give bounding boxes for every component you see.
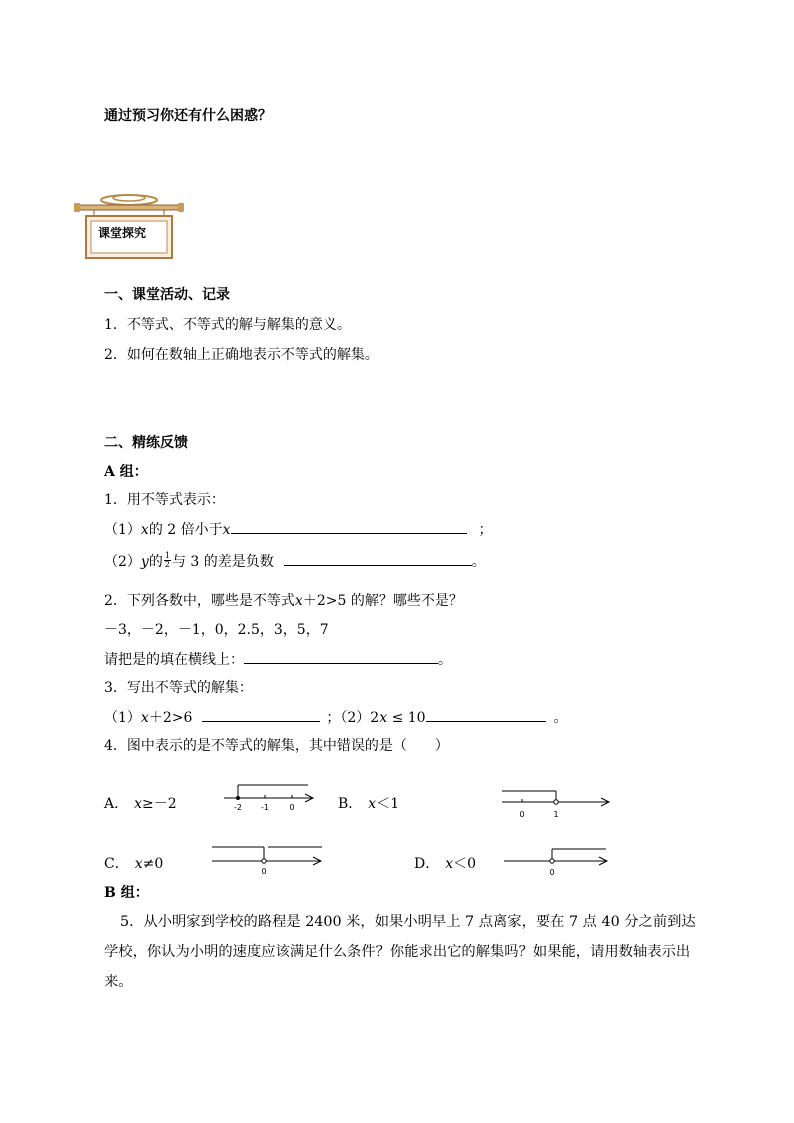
q1-p2-fraction xyxy=(164,552,171,569)
hollow-dot xyxy=(550,859,554,863)
q4-option-a[interactable] xyxy=(104,793,177,813)
option-a-rel: ≥－2 xyxy=(142,796,177,812)
q1-p1-prefix: （1） xyxy=(104,522,141,538)
q1-p1-end: ； xyxy=(478,522,493,538)
q1-p1-text: 的 2 倍小于 xyxy=(148,522,223,538)
q3-p1-text: ＋2>6 xyxy=(148,710,193,726)
q5-line-3: 来。 xyxy=(104,974,133,990)
q2-fill-label: 请把是的填在横线上： xyxy=(104,652,244,668)
q1-p2-end: 。 xyxy=(471,554,486,570)
option-b-rel: ＜1 xyxy=(376,796,400,812)
tick-label: 0 xyxy=(261,867,267,876)
option-b-letter: B． xyxy=(338,796,363,812)
hollow-dot xyxy=(554,800,558,804)
option-a-letter: A． xyxy=(104,796,129,812)
section1-title: 一、课堂活动、记录 xyxy=(104,287,230,303)
option-a-number-line xyxy=(222,778,318,814)
q3-p2-text: ≤ 10 xyxy=(387,710,426,726)
section1-item-2: 2．如何在数轴上正确地表示不等式的解集。 xyxy=(104,347,379,363)
option-d-var: x xyxy=(445,856,454,872)
q3-p1-prefix: （1） xyxy=(104,710,141,726)
q1-p2-text-b: 与 3 的差是负数 xyxy=(171,554,274,570)
group-b-label: B 组： xyxy=(104,885,149,901)
q1-p2-text-a: 的 xyxy=(148,554,163,570)
tick-label: 0 xyxy=(519,810,525,819)
q3-p1-var: x xyxy=(140,710,149,726)
fraction-denominator: 2 xyxy=(164,559,170,569)
q3-p2-answer-blank[interactable] xyxy=(426,706,546,722)
q5-line-2: 学校，你认为小明的速度应该满足什么条件？你能求出它的解集吗？如果能，请用数轴表示出 xyxy=(104,944,691,960)
tick-label: -2 xyxy=(234,803,242,812)
tick-label: 1 xyxy=(553,810,559,819)
option-c-number-line xyxy=(210,841,326,877)
q2-title-a: 2．下列各数中，哪些是不等式 xyxy=(104,593,295,609)
q1-p1-var2: x xyxy=(222,522,231,538)
hollow-dot xyxy=(262,859,266,863)
q3-p2-var: x xyxy=(379,710,388,726)
tick-label: 0 xyxy=(549,868,555,877)
solid-dot xyxy=(236,796,240,800)
q2-title-var: x xyxy=(294,593,303,609)
q1-p2-var: y xyxy=(140,554,149,570)
option-a-var: x xyxy=(134,796,143,812)
option-d-number-line xyxy=(500,841,612,877)
section2-title: 二、精练反馈 xyxy=(104,435,188,451)
q3-parts xyxy=(104,706,568,727)
preview-question: 通过预习你还有什么困惑？ xyxy=(104,108,272,124)
q2-title xyxy=(104,590,463,610)
option-c-letter: C． xyxy=(104,856,129,872)
q3-p2-coef: 2 xyxy=(370,710,380,726)
q2-fill-end: 。 xyxy=(438,652,452,668)
q2-answer-blank[interactable] xyxy=(244,648,438,664)
tick-label: -1 xyxy=(261,803,269,812)
option-d-rel: ＜0 xyxy=(453,856,477,872)
option-c-var: x xyxy=(134,856,143,872)
q4-option-c[interactable] xyxy=(104,853,163,873)
q4-title: 4．图中表示的是不等式的解集，其中错误的是（ ） xyxy=(104,738,449,754)
q2-title-b: ＋2>5 的解？哪些不是？ xyxy=(302,593,463,609)
q1-p2-prefix: （2） xyxy=(104,554,141,570)
q3-sep: ；（2） xyxy=(326,710,371,726)
q2-numbers: －3，－2，－1，0，2.5，3，5，7 xyxy=(104,622,329,638)
section1-item-1: 1．不等式、不等式的解与解集的意义。 xyxy=(104,317,351,333)
q1-part1 xyxy=(104,518,493,539)
q3-p1-answer-blank[interactable] xyxy=(202,706,320,722)
q1-title: 1．用不等式表示： xyxy=(104,492,225,508)
q1-p2-answer-blank[interactable] xyxy=(284,550,472,566)
q1-p1-var: x xyxy=(140,522,149,538)
group-a-label: A 组： xyxy=(104,464,148,480)
section-badge xyxy=(74,192,184,262)
q1-part2 xyxy=(104,550,486,571)
option-d-letter: D． xyxy=(414,856,440,872)
option-b-var: x xyxy=(368,796,377,812)
q2-fill xyxy=(104,648,452,669)
q4-option-d[interactable] xyxy=(414,853,476,873)
q5-line-1: 5．从小明家到学校的路程是 2400 米，如果小明早上 7 点离家，要在 7 点 40 分之前到达 xyxy=(120,914,696,930)
option-c-rel: ≠0 xyxy=(142,856,164,872)
q4-option-b[interactable] xyxy=(338,793,399,813)
fraction-numerator: 1 xyxy=(164,550,170,560)
option-b-number-line xyxy=(498,786,614,822)
q3-title: 3．写出不等式的解集： xyxy=(104,680,253,696)
badge-label: 课堂探究 xyxy=(98,226,147,240)
q1-p1-answer-blank[interactable] xyxy=(231,518,467,534)
q3-end: 。 xyxy=(553,710,568,726)
tick-label: 0 xyxy=(289,803,295,812)
